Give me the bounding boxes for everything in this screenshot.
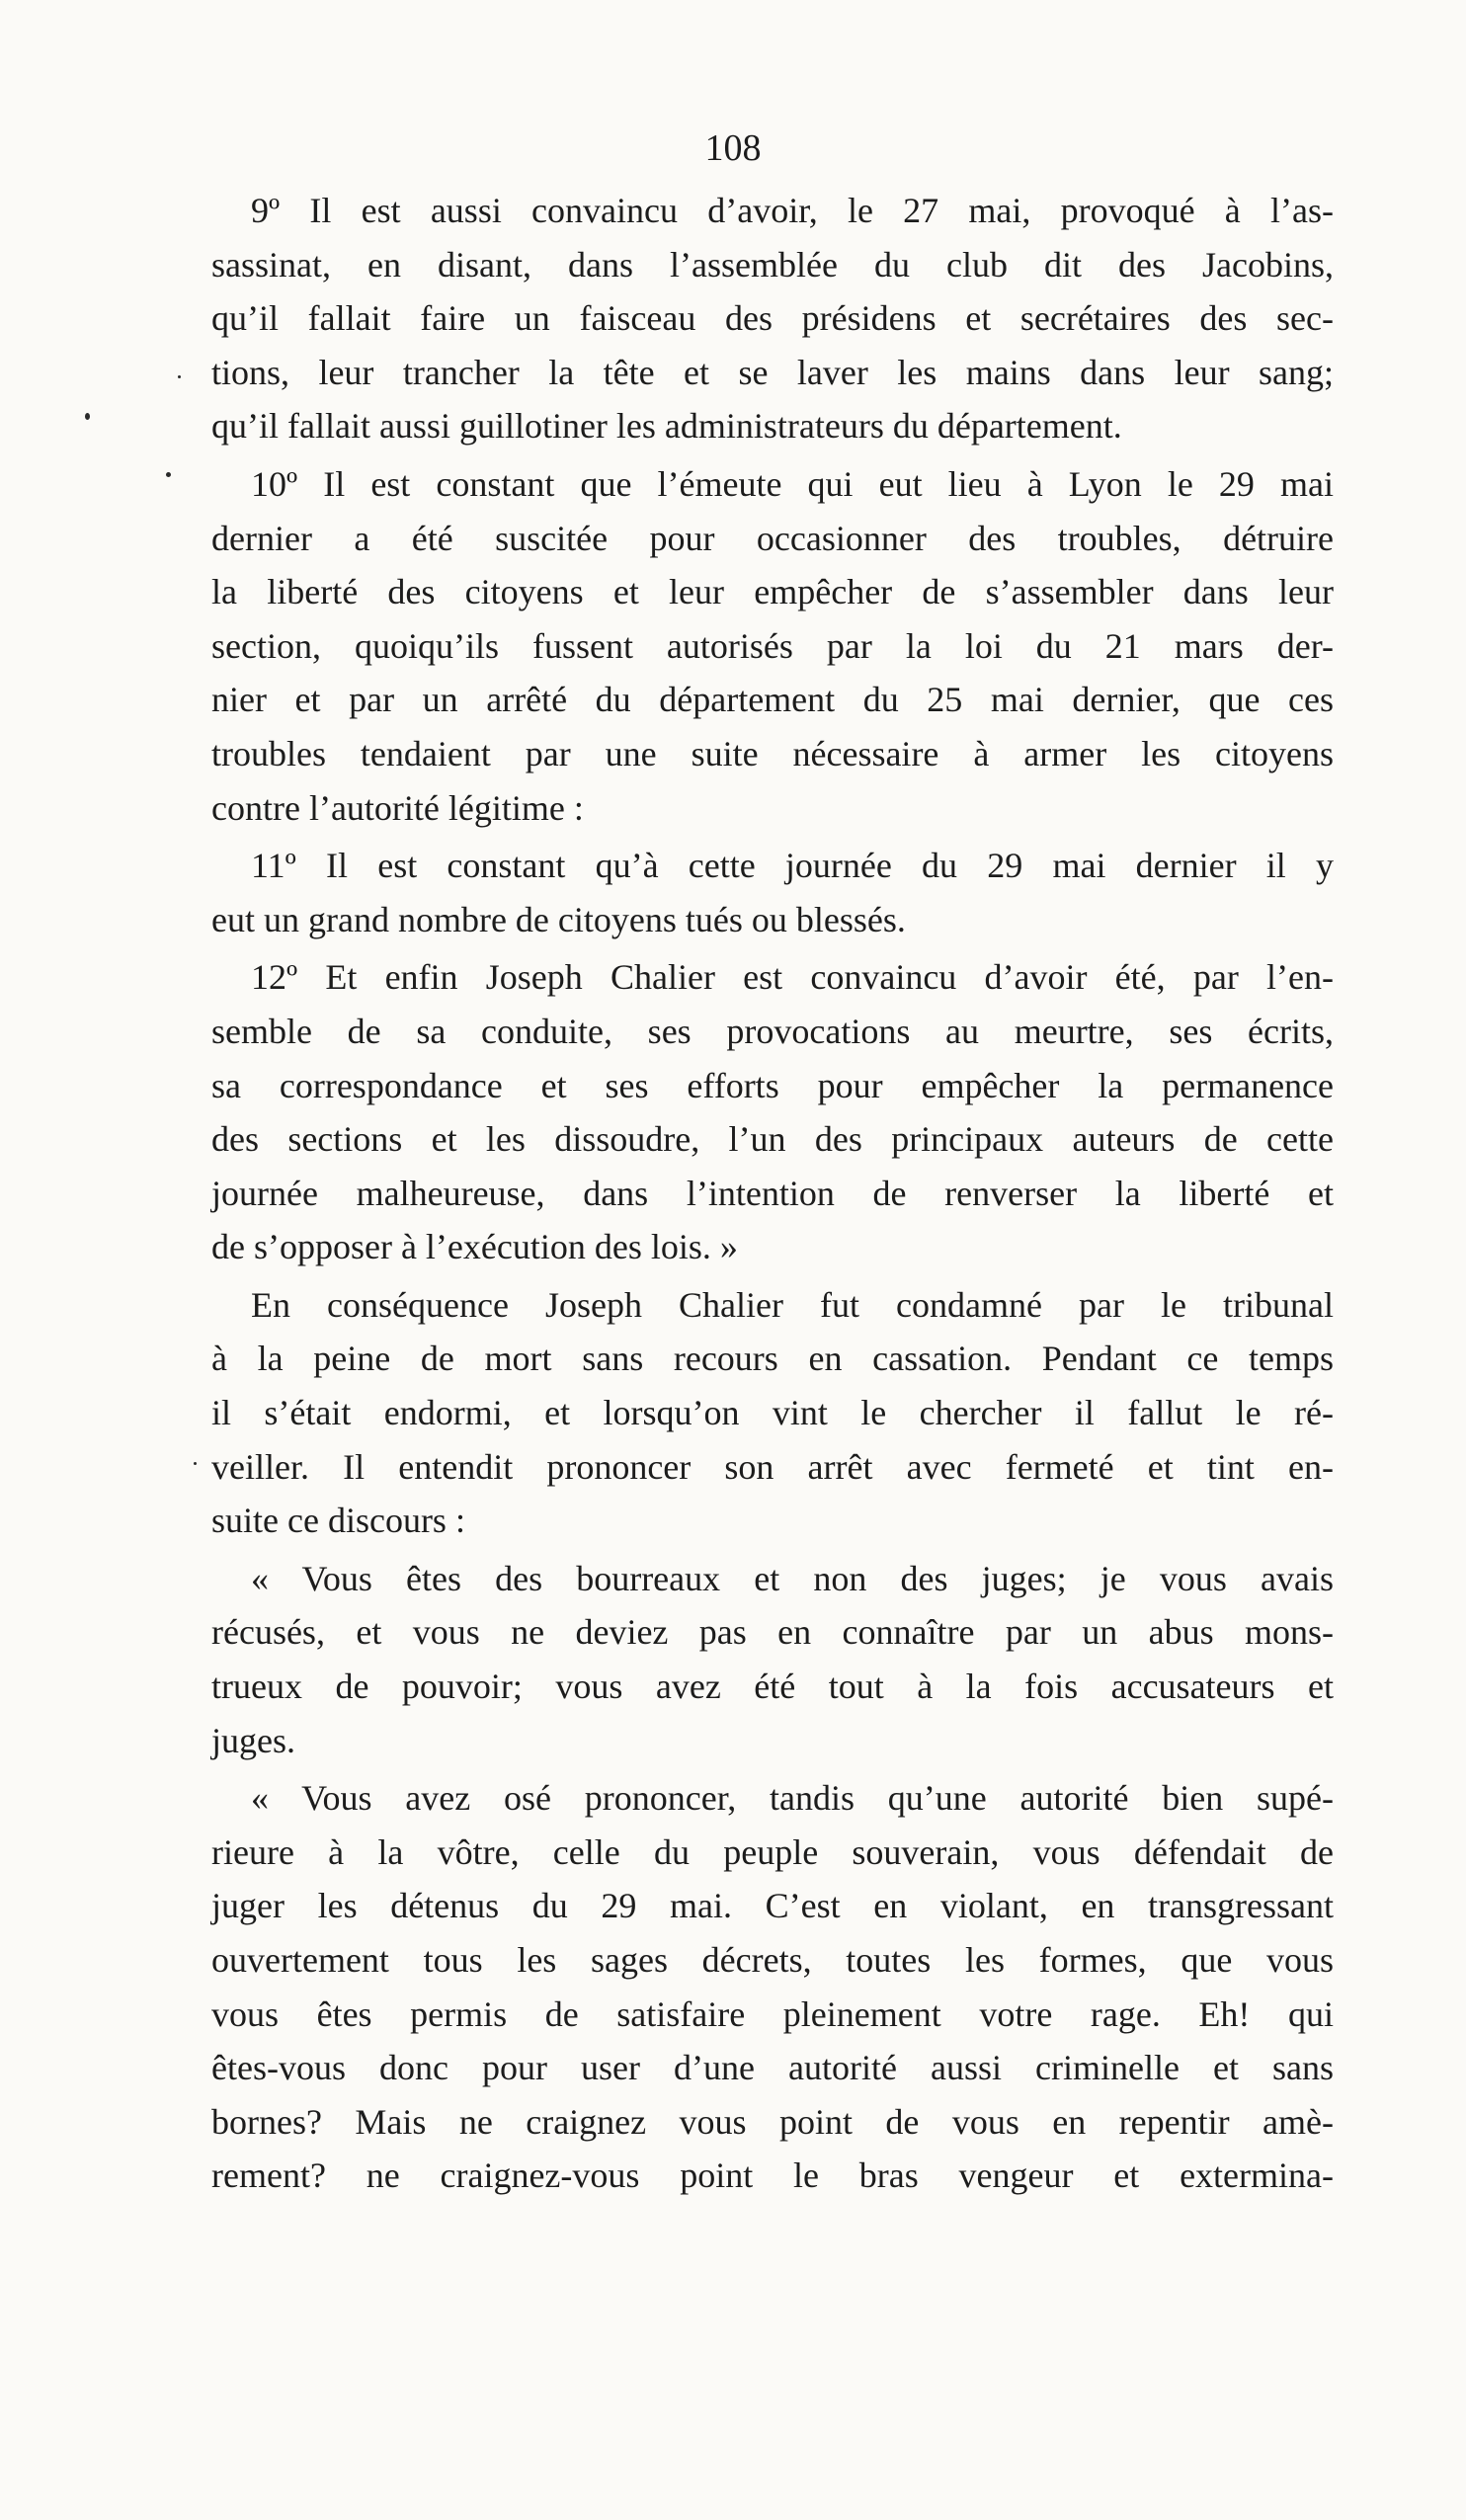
text-line: la liberté des citoyens et leur empêcher de s’assembler dans leur [211,572,1334,612]
ink-speck [166,472,171,477]
text-line: vous êtes permis de satisfaire pleinement votre rage. Eh! qui [211,1993,1334,2034]
text-line: qu’il fallait faire un faisceau des présidens et secrétaires des sec- [211,298,1334,339]
text-line: semble de sa conduite, ses provocations au meurtre, ses écrits, [211,1011,1334,1051]
text-line: à la peine de mort sans recours en cassation. Pendant ce temps [211,1339,1334,1379]
text-line: ouvertement tous les sages décrets, toutes les formes, que vous [211,1940,1334,1980]
text-line: suite ce discours : [211,1501,465,1541]
text-line: tions, leur trancher la tête et se laver les mains dans leur sang; [211,352,1334,392]
ink-speck [194,1462,197,1465]
text-line: juger les détenus du 29 mai. C’est en violant, en transgressant [211,1886,1334,1926]
text-line: sassinat, en disant, dans l’assemblée du club dit des Jacobins, [211,244,1334,285]
text-line: bornes? Mais ne craignez vous point de vous en repentir amè- [211,2101,1334,2142]
text-line: sa correspondance et ses efforts pour empêcher la permanence [211,1065,1334,1105]
text-line: nier et par un arrêté du département du 25 mai dernier, que ces [211,680,1334,720]
text-line: 11º Il est constant qu’à cette journée du 29 mai dernier il y [251,846,1334,886]
text-line: trueux de pouvoir; vous avez été tout à la fois accusateurs et [211,1666,1334,1707]
text-line: « Vous êtes des bourreaux et non des juges; je vous avais [251,1558,1334,1598]
text-line: juges. [211,1720,295,1760]
text-line: contre l’autorité légitime : [211,787,584,828]
text-line: de s’opposer à l’exécution des lois. » [211,1227,738,1267]
text-line: section, quoiqu’ils fussent autorisés par la loi du 21 mars der- [211,625,1334,666]
text-line: il s’était endormi, et lorsqu’on vint le chercher il fallut le ré- [211,1393,1334,1433]
text-line: qu’il fallait aussi guillotiner les administrateurs du département. [211,406,1122,447]
text-line: 9º Il est aussi convaincu d’avoir, le 27 mai, provoqué à l’as- [251,191,1334,230]
ink-speck [178,375,181,378]
text-line: 12º Et enfin Joseph Chalier est convaincu d’avoir été, par l’en- [251,957,1334,998]
text-line: eut un grand nombre de citoyens tués ou blessés. [211,899,906,939]
ink-speck [85,413,90,420]
text-line: 10º Il est constant que l’émeute qui eut lieu à Lyon le 29 mai [251,463,1334,504]
text-line: journée malheureuse, dans l’intention de renverser la liberté et [211,1173,1334,1213]
text-line: êtes-vous donc pour user d’une autorité aussi criminelle et sans [211,2048,1334,2088]
text-line: veiller. Il entendit prononcer son arrêt avec fermeté et tint en- [211,1446,1334,1487]
page-number: 108 [704,127,762,169]
text-line: dernier a été suscitée pour occasionner des troubles, détruire [211,518,1334,558]
text-line: rement? ne craignez-vous point le bras vengeur et extermina- [211,2155,1334,2196]
body-text [211,184,1334,2203]
text-line: récusés, et vous ne deviez pas en connaître par un abus mons- [211,1612,1334,1653]
text-line: des sections et les dissoudre, l’un des principaux auteurs de cette [211,1119,1334,1160]
text-line: « Vous avez osé prononcer, tandis qu’une autorité bien supé- [251,1778,1334,1819]
text-line: rieure à la vôtre, celle du peuple souverain, vous défendait de [211,1831,1334,1872]
text-line: troubles tendaient par une suite nécessaire à armer les citoyens [211,733,1334,773]
text-line: En conséquence Joseph Chalier fut condamné par le tribunal [251,1284,1334,1325]
